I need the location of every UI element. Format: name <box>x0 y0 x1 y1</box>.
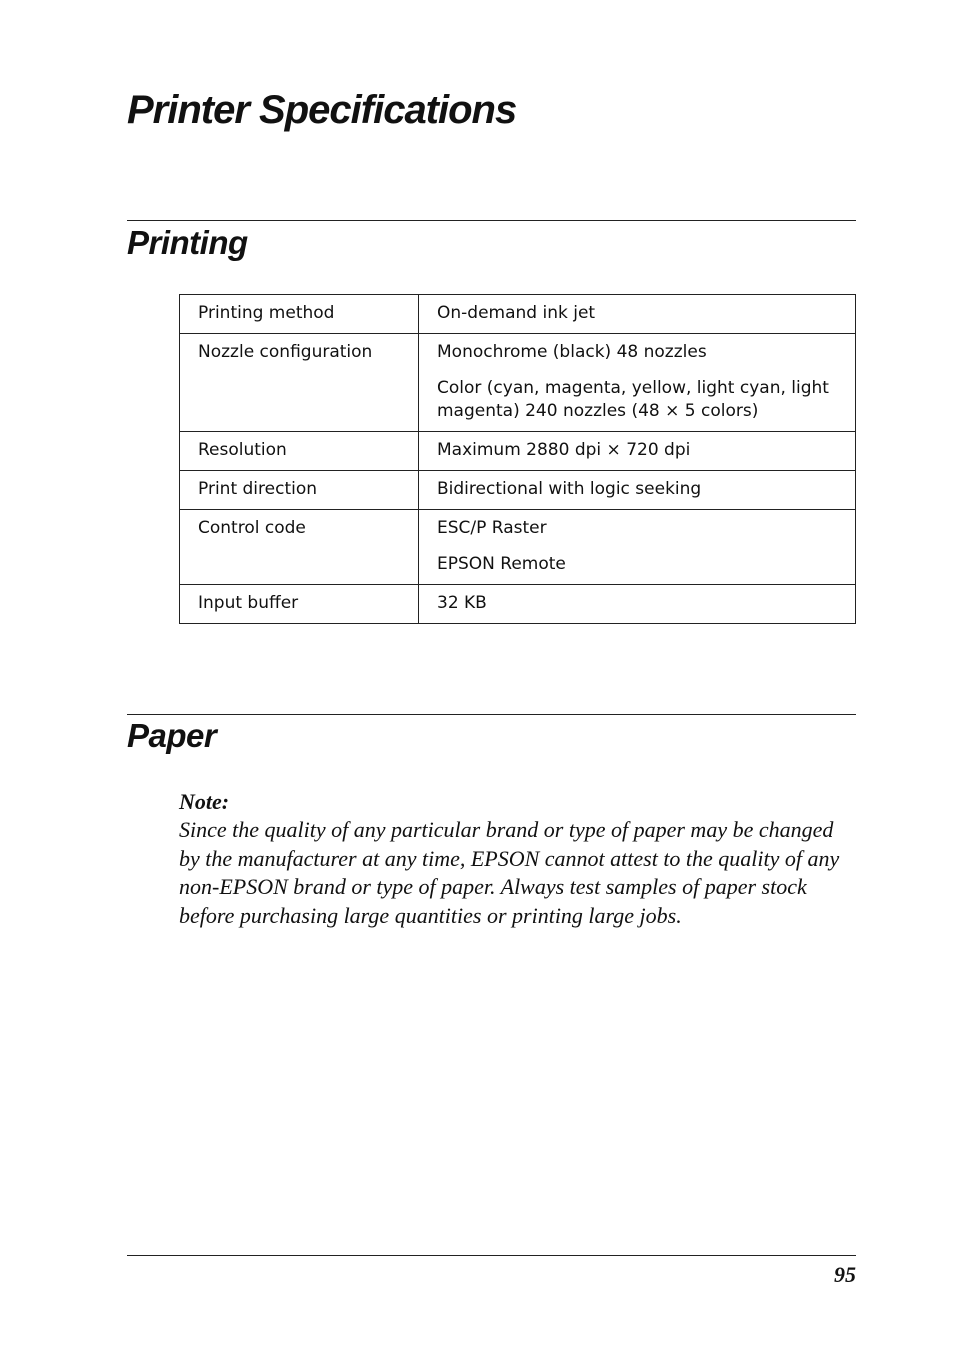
printing-heading: Printing <box>127 224 248 261</box>
paper-section-rule <box>127 714 856 715</box>
spec-value-line: Monochrome (black) 48 nozzles <box>437 342 707 362</box>
spec-value-line: On-demand ink jet <box>437 303 596 323</box>
spec-label: Control code <box>180 510 419 585</box>
footer-rule <box>127 1255 856 1256</box>
paper-heading: Paper <box>127 717 217 754</box>
table-row <box>180 471 856 510</box>
spec-value-line: Color (cyan, magenta, yellow, light cyan, light magenta) 240 nozzles (48 × 5 colors) <box>437 378 829 421</box>
table-row <box>180 510 856 585</box>
spec-value-line: Maximum 2880 dpi × 720 dpi <box>437 440 691 460</box>
spec-value <box>419 471 856 510</box>
spec-label: Printing method <box>180 295 419 334</box>
spec-label: Input buffer <box>180 585 419 624</box>
spec-label: Nozzle configuration <box>180 334 419 432</box>
spec-value <box>419 334 856 432</box>
spec-value-line: ESC/P Raster <box>437 518 547 538</box>
spec-value <box>419 295 856 334</box>
spec-value-line: Bidirectional with logic seeking <box>437 479 702 499</box>
printing-spec-table <box>179 294 856 624</box>
table-row <box>180 295 856 334</box>
spec-value-line: EPSON Remote <box>437 554 566 574</box>
spec-label: Print direction <box>180 471 419 510</box>
spec-value <box>419 510 856 585</box>
spec-value <box>419 432 856 471</box>
note-label: Note: <box>179 789 230 814</box>
paper-note <box>179 788 859 930</box>
table-row <box>180 432 856 471</box>
note-text: Since the quality of any particular brand or type of paper may be changed by the manufacturer at any time, EPSON cannot attest to the quality of any non-EPSON brand or type of paper. Always test samples of paper stock before purchasing large quantities or printing large jobs. <box>179 817 840 928</box>
table-row <box>180 334 856 432</box>
page-number: 95 <box>834 1262 856 1287</box>
spec-label: Resolution <box>180 432 419 471</box>
page-title: Printer Specifications <box>127 88 517 132</box>
table-row <box>180 585 856 624</box>
spec-value-line: 32 KB <box>437 593 487 613</box>
spec-value <box>419 585 856 624</box>
